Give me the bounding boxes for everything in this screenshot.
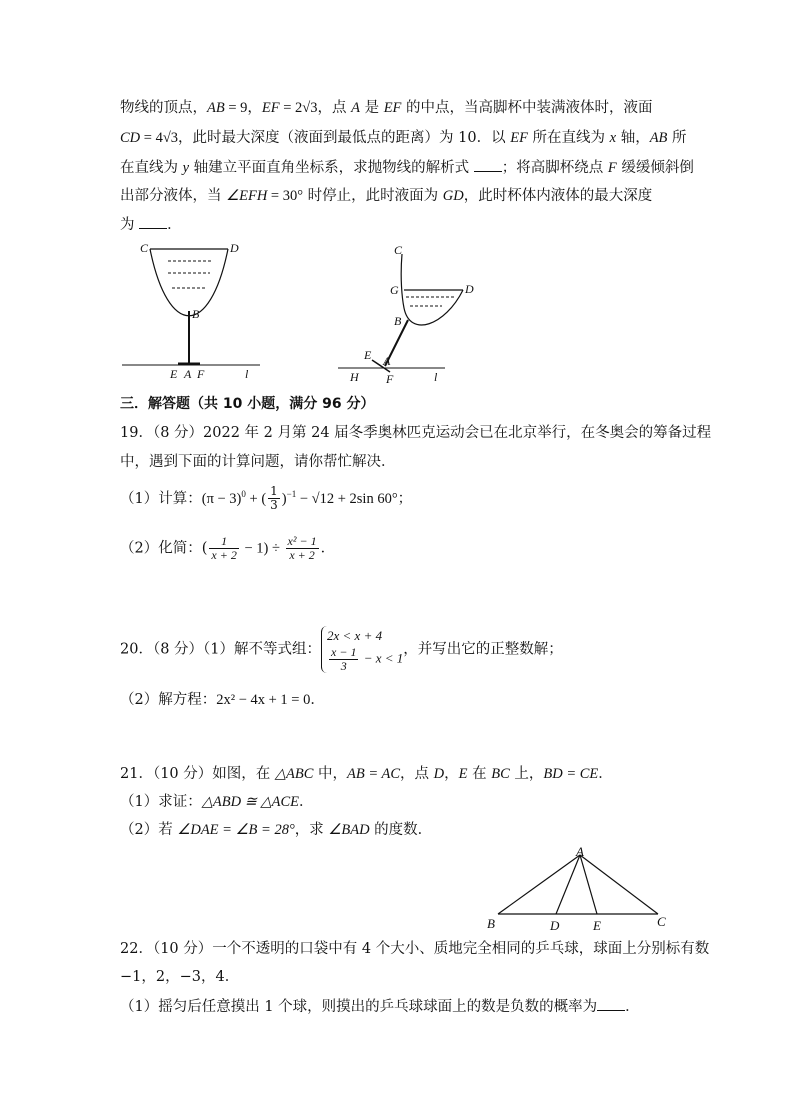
q20-part2: （2）解方程：2x² − 4x + 1 = 0．: [120, 692, 325, 708]
label-a: A: [184, 367, 192, 381]
q22-line1: 22．（10 分）一个不透明的口袋中有 4 个大小、质地完全相同的乒乓球，球面上分别标有数: [120, 941, 710, 957]
label-f: F: [386, 372, 394, 386]
answer-blank: [139, 214, 167, 229]
label-d: D: [550, 918, 560, 933]
q21-part2: （2）若 ∠DAE = ∠B = 28°，求 ∠BAD 的度数．: [120, 822, 433, 838]
q19-line2: 中，遇到下面的计算问题，请你帮忙解决．: [120, 454, 396, 470]
q20-part1: 20．（8 分）（1）解不等式组： 2x < x + 4 $\frac{x - 1}{3}$ − x < 1 ，并写出它的正整数解；: [120, 628, 563, 673]
q19-line1: 19．（8 分）2022 年 2 月第 24 届冬季奥林匹克运动会已在北京举行，在冬奥会的筹备过程: [120, 425, 712, 441]
label-a: A: [383, 354, 391, 368]
label-g: G: [390, 283, 399, 297]
label-e: E: [364, 348, 372, 362]
inequality-system: 2x < x + 4 $\frac{x - 1}{3}$ − x < 1: [321, 626, 403, 673]
q18-line2: CD = 4√3，此时最大深度（液面到最低点的距离）为 10．以 EF 所在直线为 x 轴，AB 所: [120, 130, 687, 146]
figure-triangle: [480, 842, 680, 934]
answer-blank: [474, 157, 502, 172]
label-b: B: [394, 314, 402, 328]
label-b: B: [487, 916, 495, 931]
label-c: C: [657, 914, 666, 929]
q18-line5: 为 ．: [120, 214, 182, 235]
section-heading: 三．解答题（共 10 小题，满分 96 分）: [120, 396, 375, 412]
label-d: D: [230, 241, 239, 255]
label-a: A: [576, 844, 584, 859]
q21-part1: （1）求证：△ABD ≅ △ACE．: [120, 794, 314, 810]
q21-line1: 21．（10 分）如图，在 △ABC 中，AB = AC，点 D，E 在 BC 上，BD = CE．: [120, 766, 613, 782]
label-e: E: [593, 918, 601, 933]
label-f: F: [197, 367, 205, 381]
label-e: E: [170, 367, 178, 381]
answer-blank: [597, 996, 625, 1011]
q22-line2: −1，2，−3，4．: [120, 969, 240, 985]
q18-line3: 在直线为 y 轴建立平面直角坐标系，求抛物线的解析式 ；将高脚杯绕点 F 缓缓倾斜倒: [120, 157, 694, 178]
q18-line4: 出部分液体，当 ∠EFH = 30° 时停止，此时液面为 GD，此时杯体内液体的最大深度: [120, 188, 653, 204]
q22-part1: （1）摇匀后任意摸出 1 个球，则摸出的乒乓球球面上的数是负数的概率为 ．: [120, 996, 640, 1017]
label-h: H: [350, 370, 359, 384]
figure-goblet-upright: [110, 238, 270, 383]
q18-line1: 物线的顶点，AB = 9，EF = 2√3，点 A 是 EF 的中点，当高脚杯中装满液体时，液面: [120, 100, 653, 116]
figure-goblet-tilted: [330, 238, 480, 388]
label-d: D: [465, 282, 474, 296]
q19-part1: （1）计算：$(\pi - 3)^0$ + ( $\frac{1}{3}$ )$^{-1}$ − √12 + 2sin 60°；: [120, 484, 413, 513]
label-c: C: [140, 241, 149, 255]
label-b: B: [192, 307, 200, 321]
label-l: l: [434, 370, 438, 384]
q19-part2: （2）化简：( $\frac{1}{x + 2}$ − 1) ÷ $\frac{\text{x² − 1}}{x + 2}$ ．: [120, 534, 336, 562]
label-c: C: [394, 243, 403, 257]
label-l: l: [245, 367, 249, 381]
